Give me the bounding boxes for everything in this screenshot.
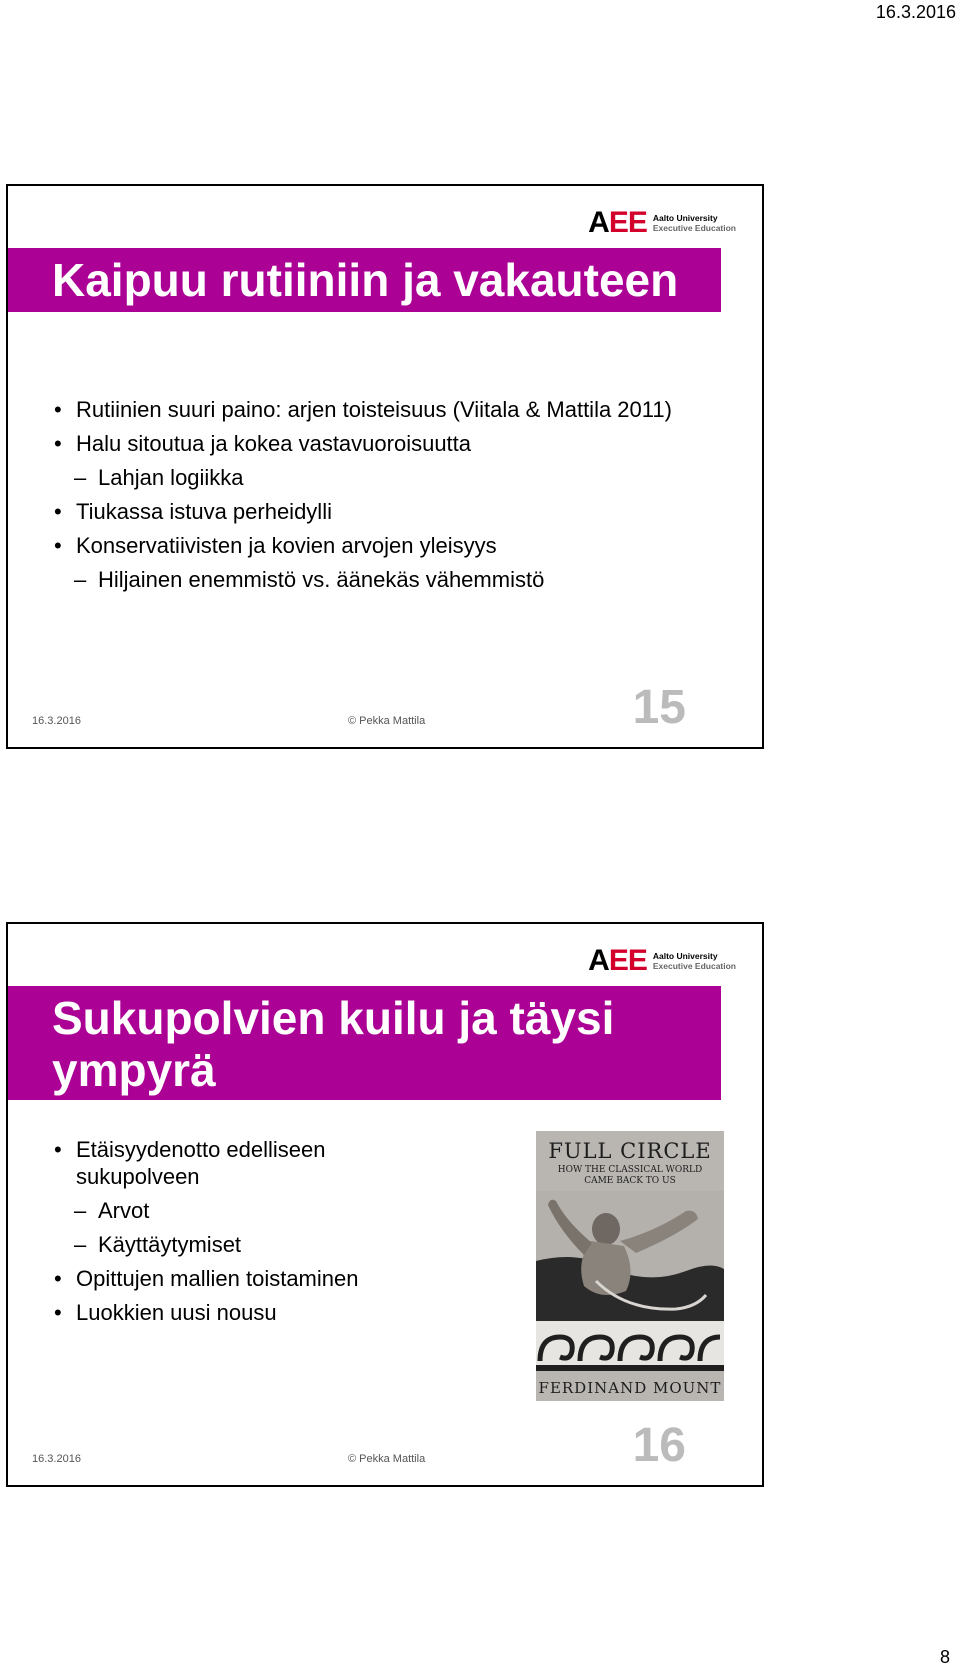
- logo-mark: AEE: [588, 944, 647, 977]
- bullet-item: • Konservatiivisten ja kovien arvojen yleisyys: [54, 532, 734, 559]
- slide-16: [6, 922, 764, 1487]
- slide-title: Kaipuu rutiiniin ja vakauteen: [8, 248, 721, 312]
- book-title: FULL CIRCLE: [548, 1139, 712, 1163]
- page-number: 8: [939, 1647, 950, 1667]
- bullet-item: • Opittujen mallien toistaminen: [54, 1265, 384, 1292]
- aee-logo: [588, 946, 736, 976]
- logo-text: Aalto University Executive Education: [652, 213, 736, 233]
- slide-title: [8, 986, 721, 1100]
- bullet-item: • Etäisyydenotto edelliseen sukupolveen: [54, 1136, 384, 1190]
- bullet-list: [54, 1136, 384, 1333]
- mosaic-figure-illustration: [536, 1191, 724, 1371]
- book-cover-image: [536, 1131, 724, 1401]
- book-subtitle: HOW THE CLASSICAL WORLD CAME BACK TO US: [557, 1165, 703, 1186]
- slide-footer-author: © Pekka Mattila: [348, 1453, 426, 1465]
- slide-title-line2: ympyrä: [52, 1044, 216, 1096]
- sub-bullet-item: – Arvot: [54, 1197, 384, 1224]
- logo-mark: AEE: [588, 206, 647, 239]
- page-date: 16.3.2016: [875, 2, 956, 22]
- bullet-item: • Halu sitoutua ja kokea vastavuoroisuutta: [54, 430, 734, 457]
- slide-number: 16: [632, 1419, 686, 1472]
- bullet-item: • Luokkien uusi nousu: [54, 1299, 384, 1326]
- bullet-item: • Rutiinien suuri paino: arjen toisteisuus (Viitala & Mattila 2011): [54, 396, 734, 423]
- slide-footer-date: 16.3.2016: [32, 715, 81, 727]
- slide-footer-date: 16.3.2016: [32, 1453, 81, 1465]
- bullet-item: • Tiukassa istuva perheidylli: [54, 498, 734, 525]
- slide-number: 15: [632, 681, 686, 734]
- bullet-list: [54, 396, 734, 600]
- book-author: FERDINAND MOUNT: [538, 1379, 722, 1397]
- aee-logo: [588, 208, 736, 238]
- slide-title-line1: Sukupolvien kuilu ja täysi: [52, 992, 615, 1044]
- slide-footer-author: © Pekka Mattila: [348, 715, 426, 727]
- slide-15: [6, 184, 764, 749]
- logo-text: Aalto University Executive Education: [652, 951, 736, 971]
- sub-bullet-item: – Hiljainen enemmistö vs. äänekäs vähemmistö: [54, 566, 734, 593]
- sub-bullet-item: – Käyttäytymiset: [54, 1231, 384, 1258]
- sub-bullet-item: – Lahjan logiikka: [54, 464, 734, 491]
